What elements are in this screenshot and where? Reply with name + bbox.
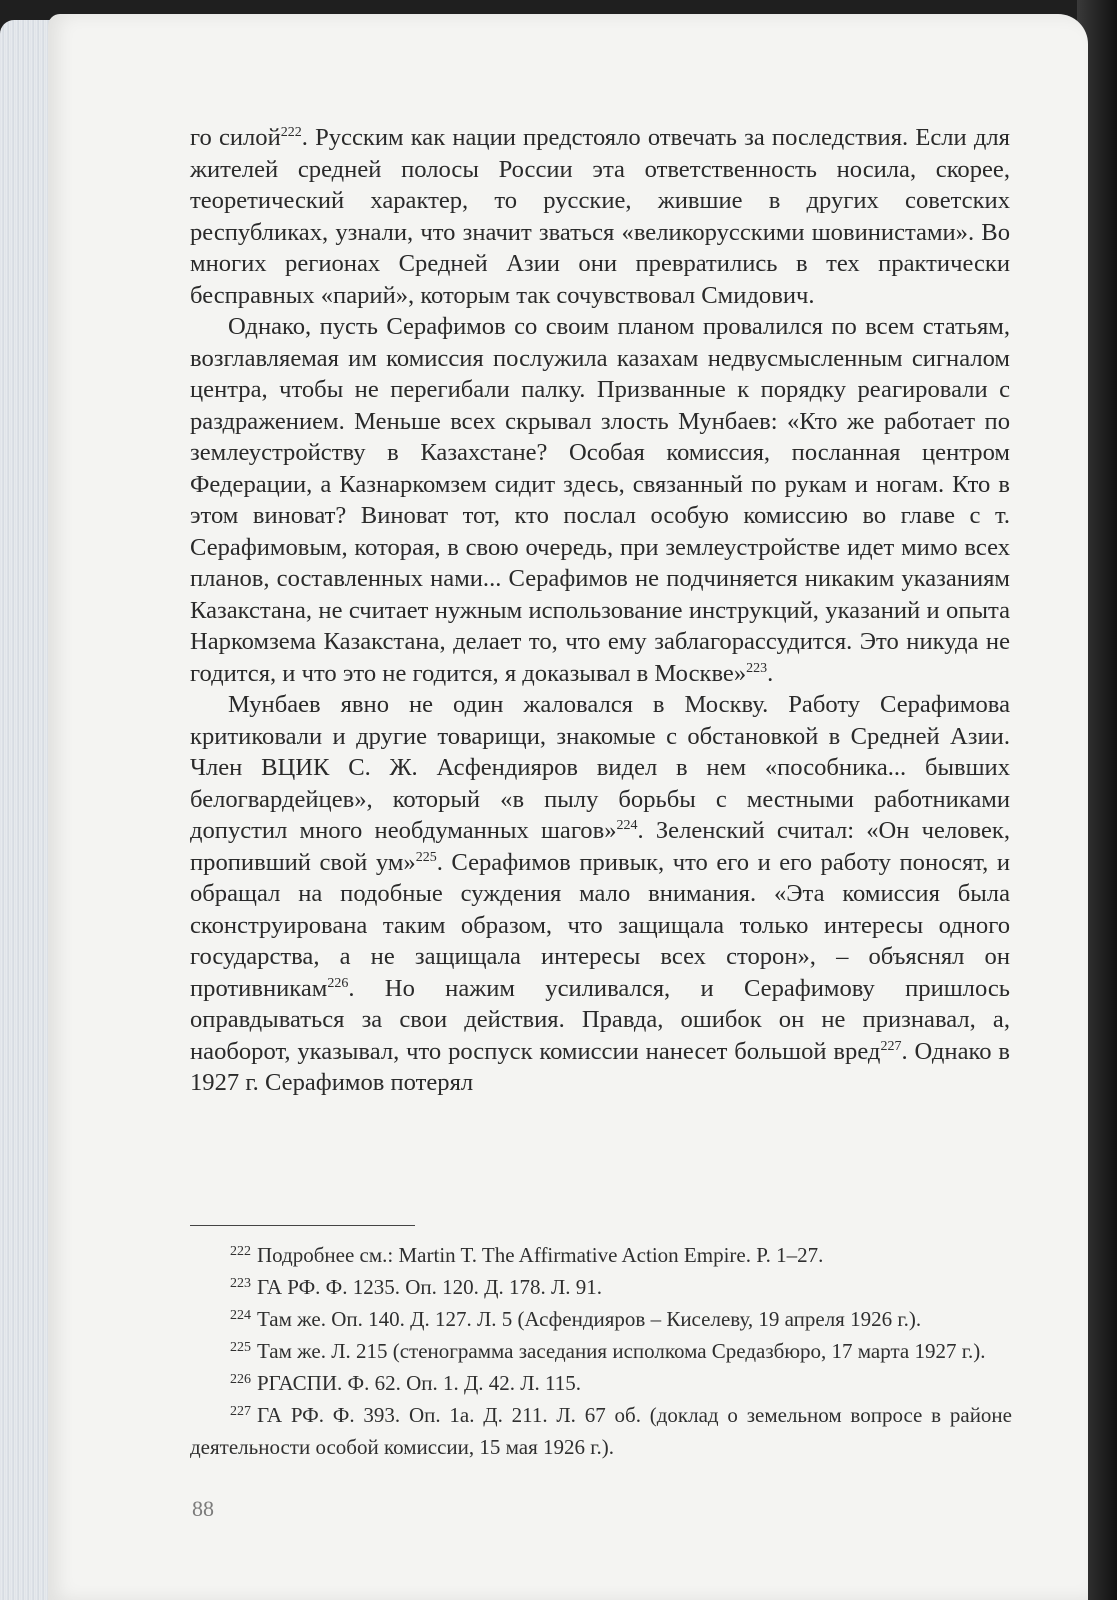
- page-number: 88: [192, 1496, 214, 1521]
- footnote-ref-227[interactable]: 227: [880, 1038, 902, 1054]
- footnote-item: $^{222}$ Подробнее см.: Martin T. The Affirmative Action Empire. P. 1–27.: [230, 1243, 824, 1267]
- footnote-ref-223[interactable]: 223: [746, 660, 768, 676]
- footnote-ref-226[interactable]: 226: [327, 975, 349, 991]
- footnote-item: $^{227}$ ГА РФ. Ф. 393. Оп. 1а. Д. 211. Л. 67 об. (доклад о земельном вопросе в районе деятельности особой комиссии, 15 мая 1926 г.).: [190, 1403, 1012, 1459]
- footnote-divider: [190, 1225, 415, 1226]
- footnote-item: $^{223}$ ГА РФ. Ф. 1235. Оп. 120. Д. 178. Л. 91.: [230, 1275, 602, 1299]
- footnote-ref-225[interactable]: 225: [415, 849, 437, 865]
- footnote-item: $^{224}$ Там же. Оп. 140. Д. 127. Л. 5 (Асфендияров – Киселеву, 19 апреля 1926 г.).: [230, 1307, 922, 1331]
- footnote-item: $^{225}$ Там же. Л. 215 (стенограмма заседания исполкома Средазбюро, 17 марта 1927 г.).: [230, 1339, 986, 1363]
- footnote-ref-224[interactable]: 224: [616, 818, 638, 833]
- footnotes: [190, 1239, 1012, 1463]
- main-text: [190, 122, 1010, 1099]
- paragraph-1: го силой$^{222}$. Русским как нации предстояло отвечать за последствия. Если для жителей средней полосы России эта ответственность носила, скорее, теоретический характер, то русские, жившие в других советских республиках, узнали, что значит зваться «великорусскими шовинистами». Во многих регионах Средней Азии они превратились в тех практически бесправных «парий», которым так сочувствовал Смидович.: [190, 124, 1010, 309]
- paragraph-2: Однако, пусть Серафимов со своим планом провалился по всем статьям, возглавляемая им комиссия послужила казахам недвусмысленным сигналом центра, чтобы не перегибали палку. Призванные к порядку реагировали с раздражением. Меньше всех скрывал злость Мунбаев: «Кто же работает по землеустройству в Казахстане? Особая комиссия, посланная центром Федерации, а Казнаркомзем сидит здесь, связанный по рукам и ногам. Кто в этом виноват? Виноват тот, кто послал особую комиссию во главе с т. Серафимовым, которая, в свою очередь, при землеустройстве идет мимо всех планов, составленных нами... Серафимов не подчиняется никаким указаниям Казакстана, не считает нужным использование инструкций, указаний и опыта Наркомзема Казакстана, делает то, что ему заблагорассудится. Это никуда не годится, и что это не годится, я доказывал в Москве»$^{223}$.: [190, 313, 1010, 687]
- footnote-ref-222[interactable]: 222: [280, 125, 302, 140]
- footnote-item: $^{226}$ РГАСПИ. Ф. 62. Оп. 1. Д. 42. Л. 115.: [230, 1371, 582, 1395]
- paragraph-3: Мунбаев явно не один жаловался в Москву. Работу Серафимова критиковали и другие товарищи, знакомые с обстановкой в Средней Азии. Член ВЦИК С. Ж. Асфендияров видел в нем «пособника... бывших белогвардейцев», который «в пылу борьбы с местными работниками допустил много необдуманных шагов»$^{224}$. Зеленский считал: «Он человек, пропивший свой ум»$^{225}$. Серафимов привык, что его и его работу поносят, и обращал на подобные суждения мало внимания. «Эта комиссия была сконструирована таким образом, что защищала только интересы одного государства, а не защищала интересы всех сторон», – объяснял он противникам$^{226}$. Но нажим усиливался, и Серафимову пришлось оправдываться за свои действия. Правда, ошибок он не признавал, а, наоборот, указывал, что роспуск комиссии нанесет большой вред$^{227}$. Однако в 1927 г. Серафимов потерял: [190, 691, 1011, 1096]
